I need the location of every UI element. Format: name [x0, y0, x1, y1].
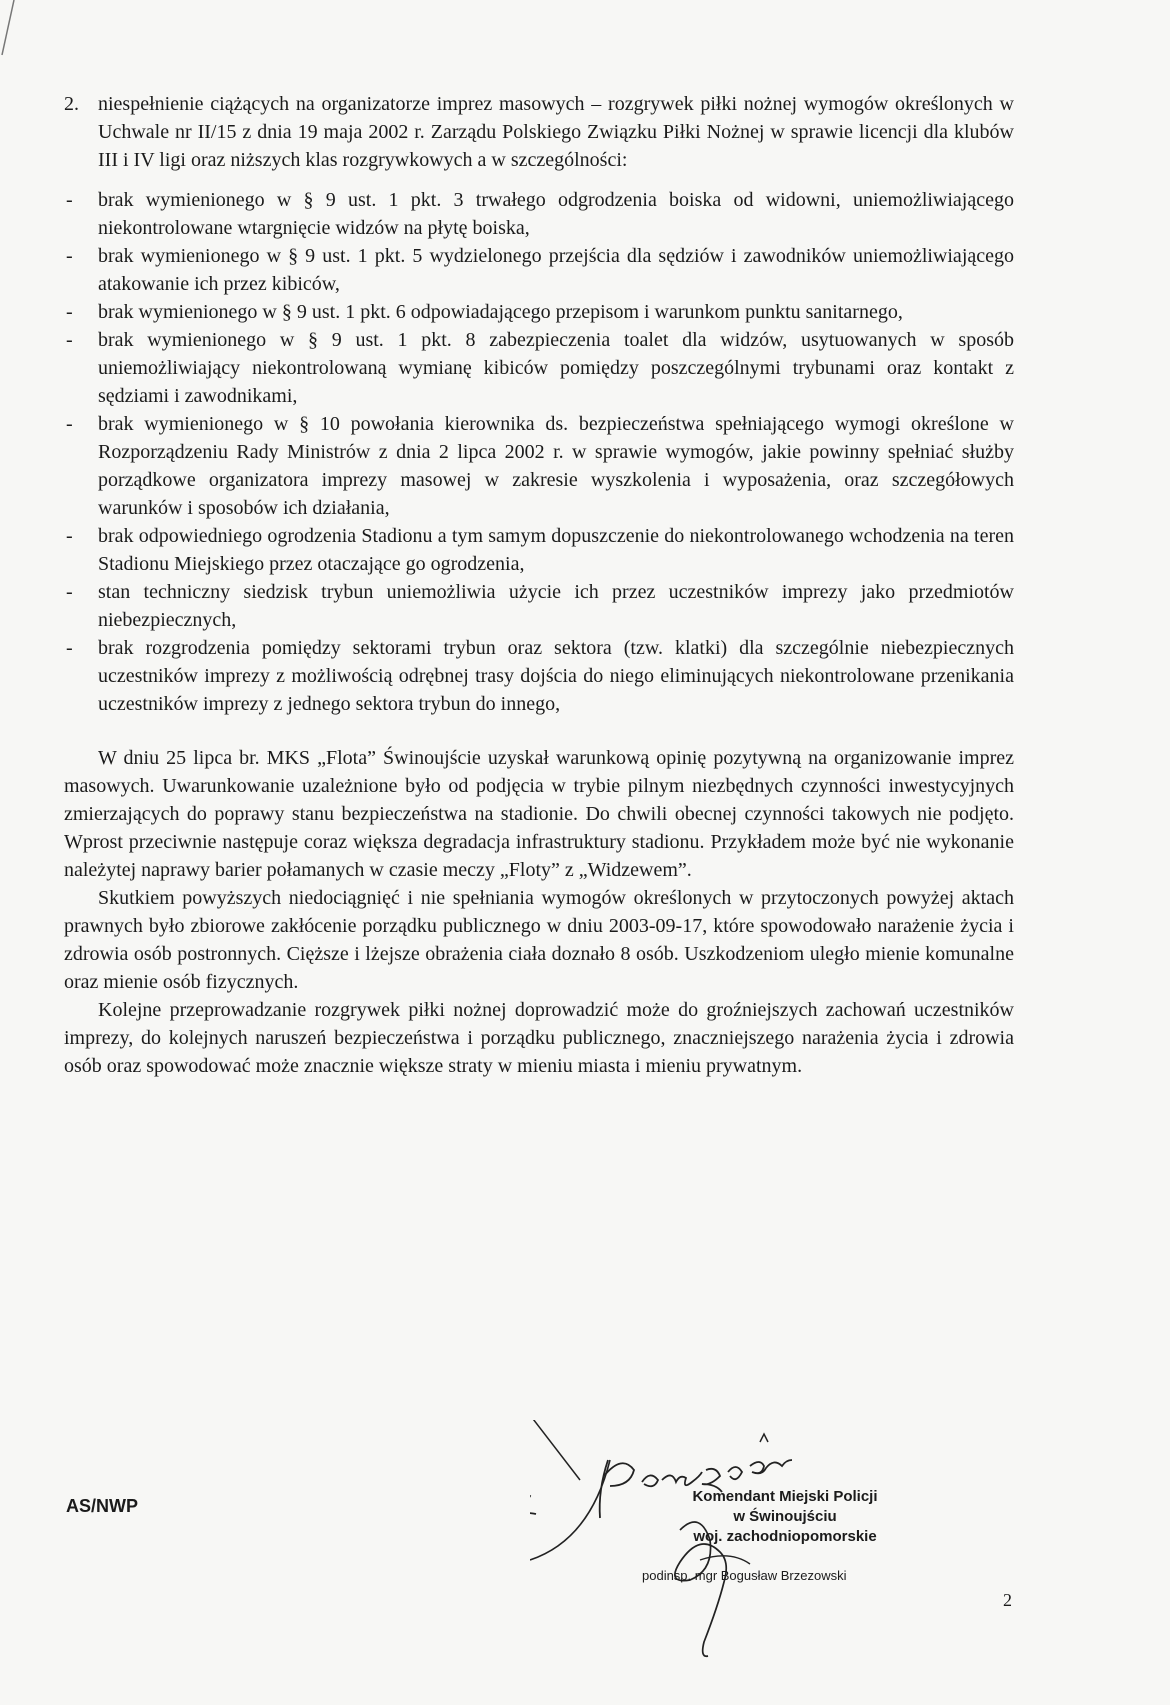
official-stamp	[640, 1487, 930, 1547]
list-item-text: brak rozgrodzenia pomiędzy sektorami trybun oraz sektora (tzw. klatki) dla szczególnie niebezpiecznych uczestników imprezy z możliwością odrębnej trasy dojścia do niego eliminujących niekontrolowane przenikania uczestników imprezy z jednego sektora trybun do innego,	[98, 637, 1014, 715]
bullet-dash: -	[66, 413, 73, 435]
list-item	[64, 326, 1014, 410]
stamp-line-2: w Świnoujściu	[733, 1508, 837, 1525]
bullet-dash: -	[66, 189, 73, 211]
bullet-dash: -	[66, 637, 73, 659]
requirements-list	[64, 186, 1014, 718]
bullet-dash: -	[66, 301, 73, 323]
list-item-text: brak wymienionego w § 10 powołania kierownika ds. bezpieczeństwa spełniającego wymogi określone w Rozporządzeniu Rady Ministrów z dnia 2 lipca 2002 r. w sprawie wymogów, jakie powinny spełniać służby porządkowe organizatora imprezy masowej w zakresie wyszkolenia i wyposażenia, oraz szczegółowych warunków i sposobów ich działania,	[98, 413, 1014, 519]
list-item	[64, 634, 1014, 718]
stamp-line-1: Komendant Miejski Policji	[692, 1488, 878, 1505]
list-item-text: stan techniczny siedzisk trybun uniemożliwia użycie ich przez uczestników imprezy jako przedmiotów niebezpiecznych,	[98, 581, 1014, 631]
list-item	[64, 242, 1014, 298]
signer-name: podinsp. mgr Bogusław Brzezowski	[642, 1568, 847, 1583]
paragraph: Kolejne przeprowadzanie rozgrywek piłki nożnej doprowadzić może do groźniejszych zachowań uczestników imprezy, do kolejnych naruszeń bezpieczeństwa i porządku publicznego, znaczniejszego narażenia życia i zdrowia osób oraz spowodować może znacznie większe straty w mieniu miasta i mieniu prywatnym.	[64, 999, 1014, 1077]
list-item-text: brak wymienionego w § 9 ust. 1 pkt. 6 odpowiadającego przepisom i warunkom punktu sanitarnego,	[98, 301, 903, 323]
bullet-dash: -	[66, 329, 73, 351]
item-text: niespełnienie ciążących na organizatorze imprez masowych – rozgrywek piłki nożnej wymogów określonych w Uchwale nr II/15 z dnia 19 maja 2002 r. Zarządu Polskiego Związku Piłki Nożnej w sprawie licencji dla klubów III i IV ligi oraz niższych klas rozgrywkowych a w szczególności:	[98, 93, 1014, 171]
paragraph: Skutkiem powyższych niedociągnięć i nie spełniania wymogów określonych w przytoczonych powyżej aktach prawnych było zbiorowe zakłócenie porządku publicznego w dniu 2003-09-17, które spowodowało narażenie życia i zdrowia osób postronnych. Cięższe i lżejsze obrażenia ciała doznało 8 osób. Uszkodzeniom uległo mienie komunalne oraz mienie osób fizycznych.	[64, 887, 1014, 993]
stamp-line-3: woj. zachodniopomorskie	[693, 1528, 877, 1545]
list-item	[64, 298, 1014, 326]
scan-corner-mark	[0, 0, 20, 60]
bullet-dash: -	[66, 245, 73, 267]
list-item-text: brak odpowiedniego ogrodzenia Stadionu a tym samym dopuszczenie do niekontrolowanego wchodzenia na teren Stadionu Miejskiego przez otaczające go ogrodzenia,	[98, 525, 1014, 575]
bullet-dash: -	[66, 581, 73, 603]
list-item-text: brak wymienionego w § 9 ust. 1 pkt. 5 wydzielonego przejścia dla sędziów i zawodników uniemożliwiającego atakowanie ich przez kibiców,	[98, 245, 1014, 295]
list-item	[64, 186, 1014, 242]
list-item	[64, 522, 1014, 578]
page-number: 2	[1003, 1590, 1012, 1610]
list-item	[64, 578, 1014, 634]
numbered-item-2	[64, 90, 1014, 174]
letter-body	[64, 90, 1014, 1080]
list-item-text: brak wymienionego w § 9 ust. 1 pkt. 8 zabezpieczenia toalet dla widzów, usytuowanych w sposób uniemożliwiający niekontrolowaną wymianę kibiców pomiędzy poszczególnymi trybunami oraz kontakt z sędziami i zawodnikami,	[98, 329, 1014, 407]
paragraph: W dniu 25 lipca br. MKS „Flota” Świnoujście uzyskał warunkową opinię pozytywną na organizowanie imprez masowych. Uwarunkowanie uzależnione było od podjęcia w trybie pilnym niezbędnych czynności inwestycyjnych zmierzających do poprawy stanu bezpieczeństwa na stadionie. Do chwili obecnej czynności takowych nie podjęto. Wprost przeciwnie następuje coraz większa degradacja infrastruktury stadionu. Przykładem może być nie wykonanie należytej naprawy barier połamanych w czasie meczy „Floty” z „Widzewem”.	[64, 747, 1014, 881]
list-item	[64, 410, 1014, 522]
closing-paragraphs	[64, 744, 1014, 1080]
item-number: 2.	[64, 93, 79, 115]
reference-code: AS/NWP	[66, 1496, 138, 1516]
bullet-dash: -	[66, 525, 73, 547]
list-item-text: brak wymienionego w § 9 ust. 1 pkt. 3 trwałego odgrodzenia boiska od widowni, uniemożliwiającego niekontrolowane wtargnięcie widzów na płytę boiska,	[98, 189, 1014, 239]
